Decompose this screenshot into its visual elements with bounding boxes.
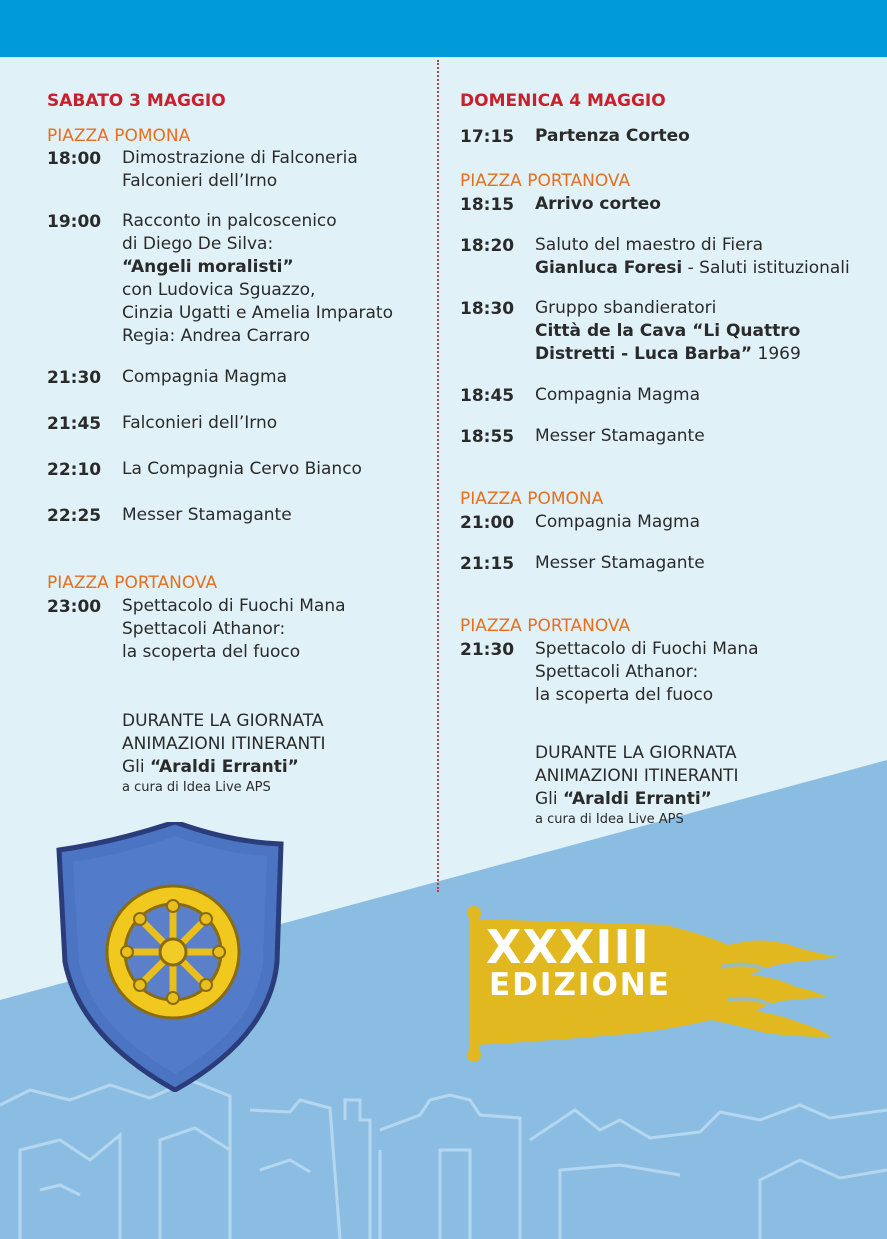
column-divider: [437, 60, 439, 892]
event-description: Compagnia Magma: [535, 385, 701, 405]
event-time: 21:30: [460, 640, 515, 660]
event-time: 18:00: [47, 149, 102, 169]
event-description: Messer Stamagante: [122, 505, 292, 525]
event-time: 18:20: [460, 236, 515, 256]
wheel-icon: [107, 886, 239, 1018]
saturday-place-portanova: PIAZZA PORTANOVA: [47, 573, 218, 593]
sunday-during-block: DURANTE LA GIORNATA ANIMAZIONI ITINERANTI Gli “Araldi Erranti” a cura di Idea Live APS: [535, 743, 739, 827]
saturday-title: SABATO 3 MAGGIO: [47, 91, 226, 111]
event-time: 22:25: [47, 506, 102, 526]
event-time: 18:45: [460, 386, 515, 406]
event-description: Arrivo corteo: [535, 194, 661, 214]
event-time: 22:10: [47, 460, 102, 480]
saturday-during-block: DURANTE LA GIORNATA ANIMAZIONI ITINERANTI Gli “Araldi Erranti” a cura di Idea Live APS: [122, 711, 326, 795]
event-description: Partenza Corteo: [535, 126, 690, 146]
event-description: Compagnia Magma: [122, 367, 288, 387]
sunday-place-portanova: PIAZZA PORTANOVA: [460, 171, 631, 191]
sunday-place-portanova-2: PIAZZA PORTANOVA: [460, 616, 631, 636]
event-time: 21:15: [460, 554, 515, 574]
event-description: Spettacolo di Fuochi Mana Spettacoli Athanor: la scoperta del fuoco: [122, 596, 346, 662]
event-time: 21:45: [47, 414, 102, 434]
event-time: 18:55: [460, 427, 515, 447]
event-description: Falconieri dell’Irno: [122, 413, 278, 433]
sunday-title: DOMENICA 4 MAGGIO: [460, 91, 666, 111]
banner-edition-label: EDIZIONE: [489, 967, 671, 1003]
event-description: Dimostrazione di Falconeria Falconieri dell’Irno: [122, 148, 358, 191]
event-time: 18:15: [460, 195, 515, 215]
event-time: 18:30: [460, 299, 515, 319]
sunday-place-pomona: PIAZZA POMONA: [460, 489, 604, 509]
event-description: Gruppo sbandieratori Città de la Cava “Li Quattro Distretti - Luca Barba” 1969: [535, 298, 801, 364]
event-time: 23:00: [47, 597, 102, 617]
event-time: 21:30: [47, 368, 102, 388]
event-description: Racconto in palcoscenico di Diego De Silva: “Angeli moralisti” con Ludovica Sguazzo, Cinzia Ugatti e Amelia Imparato Regia: Andrea Carraro: [122, 211, 393, 346]
event-time: 19:00: [47, 212, 102, 232]
saturday-place-pomona: PIAZZA POMONA: [47, 126, 191, 146]
event-description: La Compagnia Cervo Bianco: [122, 459, 362, 479]
event-description: Compagnia Magma: [535, 512, 701, 532]
event-description: Saluto del maestro di Fiera Gianluca Foresi - Saluti istituzionali: [535, 235, 850, 278]
event-time: 17:15: [460, 127, 515, 147]
event-description: Messer Stamagante: [535, 426, 705, 446]
event-time: 21:00: [460, 513, 515, 533]
event-description: Messer Stamagante: [535, 553, 705, 573]
event-description: Spettacolo di Fuochi Mana Spettacoli Athanor: la scoperta del fuoco: [535, 639, 759, 705]
banner-edition-number: XXXIII: [486, 920, 650, 974]
coat-of-arms-shield-icon: [55, 822, 285, 1092]
